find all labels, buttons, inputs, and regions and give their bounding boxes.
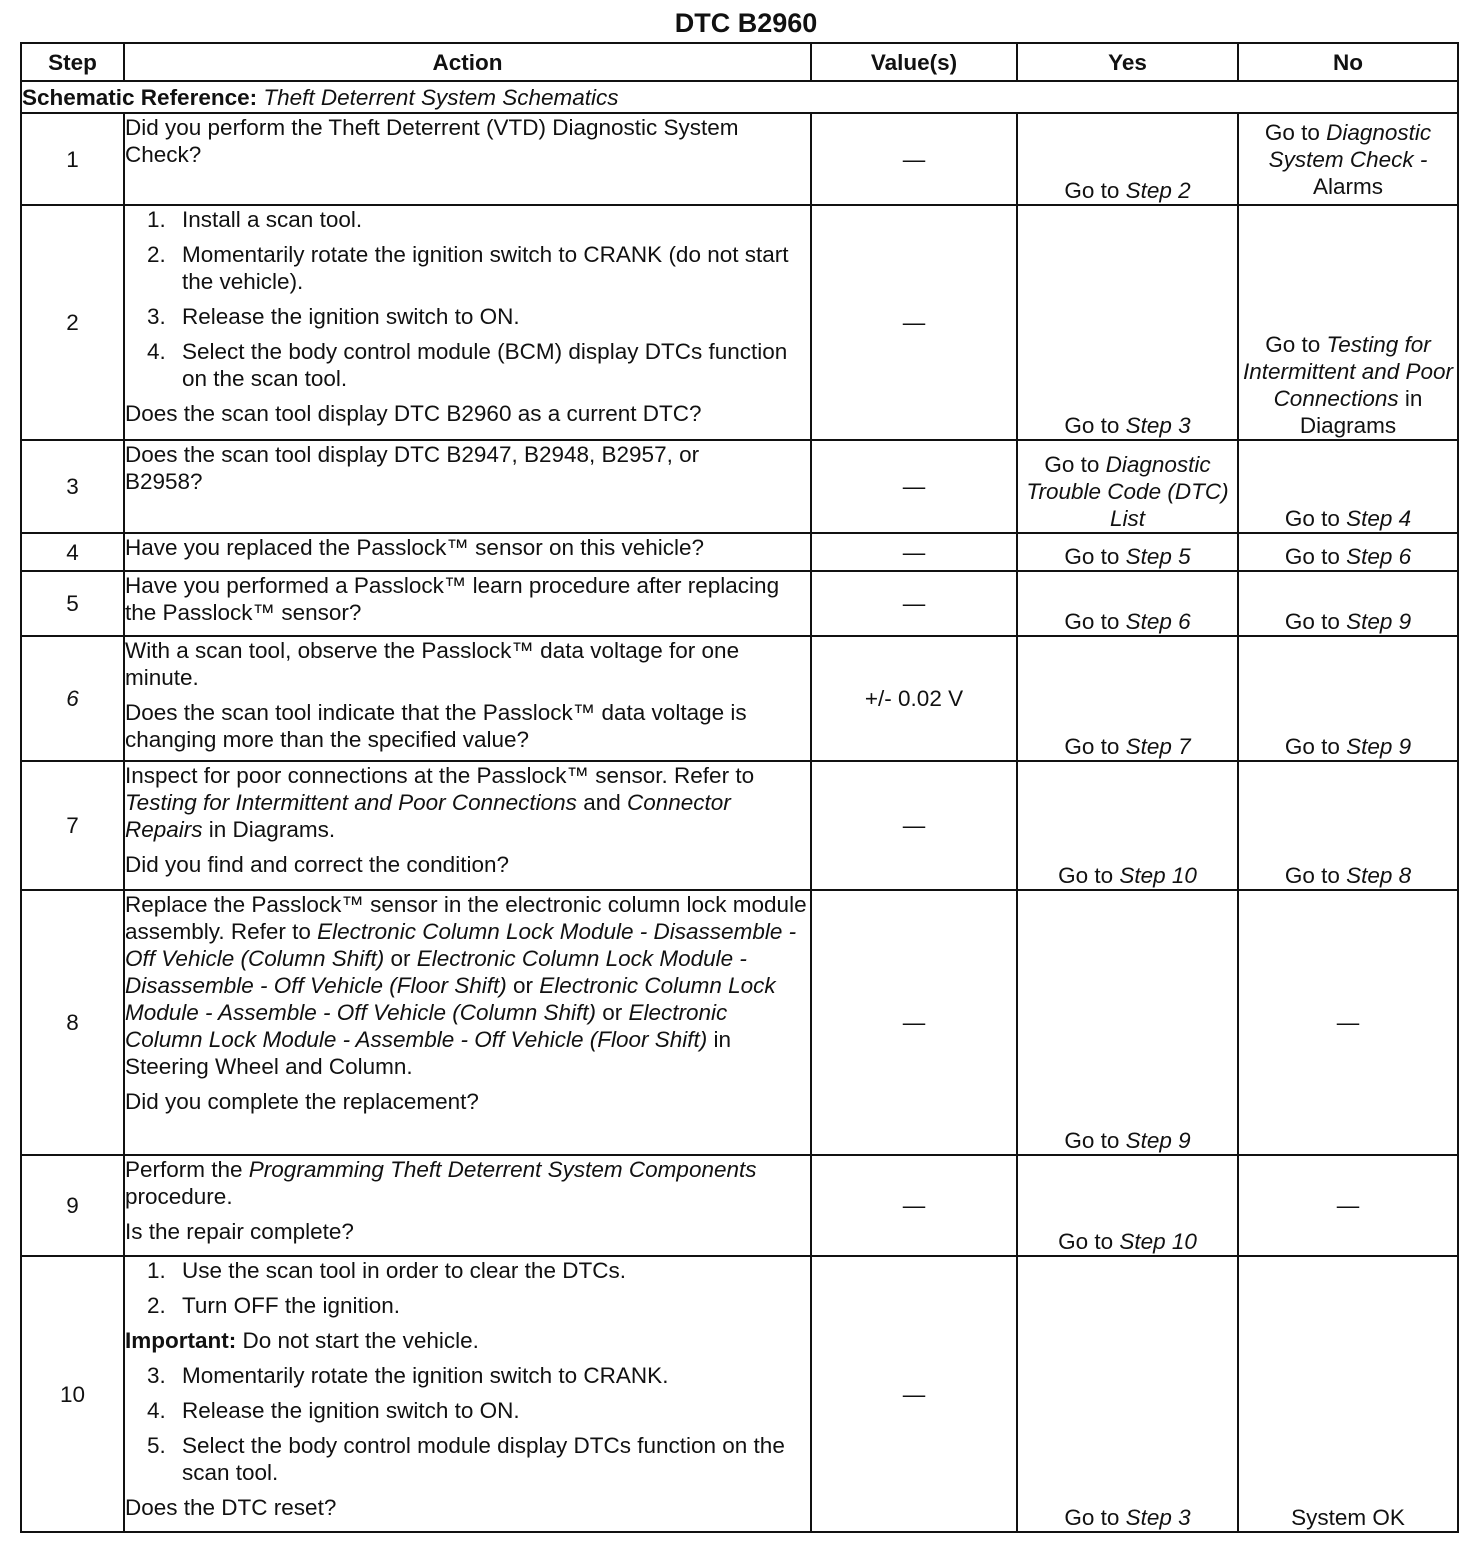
schematic-row [21,81,1458,113]
step-value [811,533,1017,571]
procedure-link[interactable]: Diagnostic System Check - [1268,120,1432,172]
step-action [124,1256,811,1532]
value-dash: — [902,146,926,172]
value-dash: — [902,474,926,499]
step-no: Go to Testing for Intermittent and Poor Connections in Diagrams [1238,205,1458,440]
list-item: 2. Turn OFF the ignition. [147,1293,401,1318]
procedure-link[interactable]: Electronic Column Lock Module - Assemble - Off Vehicle (Column Shift) [125,973,776,1025]
list-item: 4. Select the body control module (BCM) display DTCs function on the scan tool. [147,339,788,391]
procedure-link[interactable]: Programming Theft Deterrent System Components [248,1157,757,1182]
step-link[interactable]: Step 2 [1125,178,1191,203]
step-value [811,890,1017,1155]
header-row [21,43,1458,81]
procedure-link[interactable]: Electronic Column Lock Module - Disassemble - Off Vehicle (Column Shift) [125,919,797,971]
table-row [21,440,1458,533]
table-row [21,113,1458,205]
step-action: Inspect for poor connections at the Passlock™ sensor. Refer to Testing for Intermittent and Poor Connections and Connector Repairs in Diagrams. Did you find and correct the condition? [124,761,811,890]
step-question: Does the scan tool display DTC B2960 as a current DTC? [125,401,702,426]
step-action: Replace the Passlock™ sensor in the electronic column lock module assembly. Refer to Electronic Column Lock Module - Disassemble - Off Vehicle (Column Shift) or Electronic Column Lock Module - Disassemble - Off Vehicle (Floor Shift) or Electronic Column Lock Module - Assemble - Off Vehicle (Column Shift) or Electronic Column Lock Module - Assemble - Off Vehicle (Floor Shift) in Steering Wheel and Column. Did you complete the replacement? [124,890,811,1155]
step-yes: Go to Step 10 [1017,761,1238,890]
step-no [1238,890,1458,1155]
table-row [21,205,1458,440]
procedure-link[interactable]: Testing for Intermittent and Poor Connections [125,790,577,815]
table-row [21,571,1458,636]
step-value [811,1155,1017,1256]
step-yes: Go to Step 6 [1017,571,1238,636]
step-action: With a scan tool, observe the Passlock™ data voltage for one minute. Does the scan tool indicate that the Passlock™ data voltage is changing more than the specified value? [124,636,811,761]
step-no: Go to Step 9 [1238,636,1458,761]
step-link[interactable]: Step 5 [1125,544,1191,569]
step-value [811,205,1017,440]
step-action: Does the scan tool display DTC B2947, B2948, B2957, or B2958? [124,440,811,533]
step-yes: Go to Step 2 [1017,113,1238,205]
col-header-no: No [1238,43,1458,81]
list-item: 2. Momentarily rotate the ignition switch to CRANK (do not start the vehicle). [147,242,789,294]
procedure-link[interactable]: Testing for Intermittent and Poor Connections [1242,332,1454,411]
step-link[interactable]: Step 8 [1346,863,1412,888]
step-number: 6 [21,636,124,761]
step-yes: Go to Step 7 [1017,636,1238,761]
procedure-link[interactable]: Connector Repairs [125,790,731,842]
table-row [21,533,1458,571]
value-dash: — [902,1193,926,1218]
step-action: Did you perform the Theft Deterrent (VTD) Diagnostic System Check? [124,113,811,205]
value-dash: — [902,1381,926,1407]
step-value [811,636,1017,761]
step-number: 10 [21,1256,124,1532]
value-dash: — [1336,1010,1360,1035]
step-number: 4 [21,533,124,571]
step-link[interactable]: Step 6 [1125,609,1191,634]
step-number: 3 [21,440,124,533]
schematic-label: Schematic Reference: [22,84,258,110]
schematic-link[interactable]: Theft Deterrent System Schematics [263,84,619,110]
list-item: 5. Select the body control module display DTCs function on the scan tool. [147,1433,785,1485]
value-dash: — [902,1010,926,1035]
step-link[interactable]: Step 10 [1119,1229,1197,1254]
value-dash: — [902,591,926,616]
value-dash: — [902,813,926,838]
step-link[interactable]: Step 3 [1125,1505,1191,1530]
list-item: 1. Install a scan tool. [147,207,363,232]
table-row [21,1256,1458,1532]
step-link[interactable]: Step 9 [1346,609,1412,634]
step-value [811,761,1017,890]
step-no [1238,1155,1458,1256]
step-number: 8 [21,890,124,1155]
schematic-reference [21,81,1458,113]
instruction-list [125,1362,810,1486]
step-yes: Go to Step 9 [1017,890,1238,1155]
list-item: 3. Release the ignition switch to ON. [147,304,520,329]
step-action: Have you performed a Passlock™ learn procedure after replacing the Passlock™ sensor? [124,571,811,636]
value-text: +/- 0.02 V [864,686,964,711]
step-question: Does the scan tool indicate that the Passlock™ data voltage is changing more than the specified value? [125,700,747,752]
step-action [124,205,811,440]
step-value [811,440,1017,533]
value-dash: — [1336,1193,1360,1218]
col-header-action: Action [124,43,811,81]
step-no: System OK [1238,1256,1458,1532]
step-link[interactable]: Step 10 [1119,863,1197,888]
step-link[interactable]: Step 9 [1346,734,1412,759]
step-number: 9 [21,1155,124,1256]
instruction-list [125,206,810,392]
table-row [21,890,1458,1155]
step-action: Perform the Programming Theft Deterrent System Components procedure. Is the repair complete? [124,1155,811,1256]
step-yes: Go to Step 3 [1017,205,1238,440]
step-value [811,113,1017,205]
step-link[interactable]: Step 9 [1125,1128,1191,1153]
step-link[interactable]: Step 7 [1125,734,1191,759]
value-dash: — [902,539,926,565]
step-no: Go to Step 6 [1238,533,1458,571]
col-header-values: Value(s) [811,43,1017,81]
step-no: Go to Step 4 [1238,440,1458,533]
step-question: Did you complete the replacement? [125,1089,479,1114]
step-no: Go to Diagnostic System Check - Alarms [1238,113,1458,205]
table-row [21,761,1458,890]
step-value [811,1256,1017,1532]
important-note: Important: Do not start the vehicle. [125,1328,479,1353]
table-row [21,1155,1458,1256]
step-number: 5 [21,571,124,636]
col-header-step: Step [21,43,124,81]
step-yes: Go to Step 5 [1017,533,1238,571]
step-no: Go to Step 8 [1238,761,1458,890]
step-link[interactable]: Step 3 [1125,413,1191,438]
step-link[interactable]: Step 6 [1346,544,1412,569]
step-number: 2 [21,205,124,440]
list-item: 3. Momentarily rotate the ignition switch to CRANK. [147,1363,669,1388]
step-number: 1 [21,113,124,205]
step-question: Did you find and correct the condition? [125,852,509,877]
list-item: 4. Release the ignition switch to ON. [147,1398,520,1423]
step-no: Go to Step 9 [1238,571,1458,636]
step-yes: Go to Step 10 [1017,1155,1238,1256]
col-header-yes: Yes [1017,43,1238,81]
procedure-link[interactable]: Diagnostic Trouble Code (DTC) List [1026,452,1229,531]
list-item: 1. Use the scan tool in order to clear the DTCs. [147,1258,626,1283]
step-link[interactable]: Step 4 [1346,506,1412,531]
value-dash: — [902,310,926,335]
step-question: Is the repair complete? [125,1219,354,1244]
table-row [21,636,1458,761]
step-number: 7 [21,761,124,890]
procedure-link[interactable]: Electronic Column Lock Module - Assemble - Off Vehicle (Floor Shift) [125,1000,728,1052]
step-action: Have you replaced the Passlock™ sensor on this vehicle? [124,533,811,571]
dtc-table [20,42,1459,1533]
step-yes: Go to Diagnostic Trouble Code (DTC) List [1017,440,1238,533]
step-question: Does the DTC reset? [125,1495,337,1520]
step-yes: Go to Step 3 [1017,1256,1238,1532]
page-title: DTC B2960 [674,8,818,38]
instruction-list [125,1257,810,1319]
procedure-link[interactable]: Electronic Column Lock Module - Disassemble - Off Vehicle (Floor Shift) [125,946,747,998]
step-value [811,571,1017,636]
